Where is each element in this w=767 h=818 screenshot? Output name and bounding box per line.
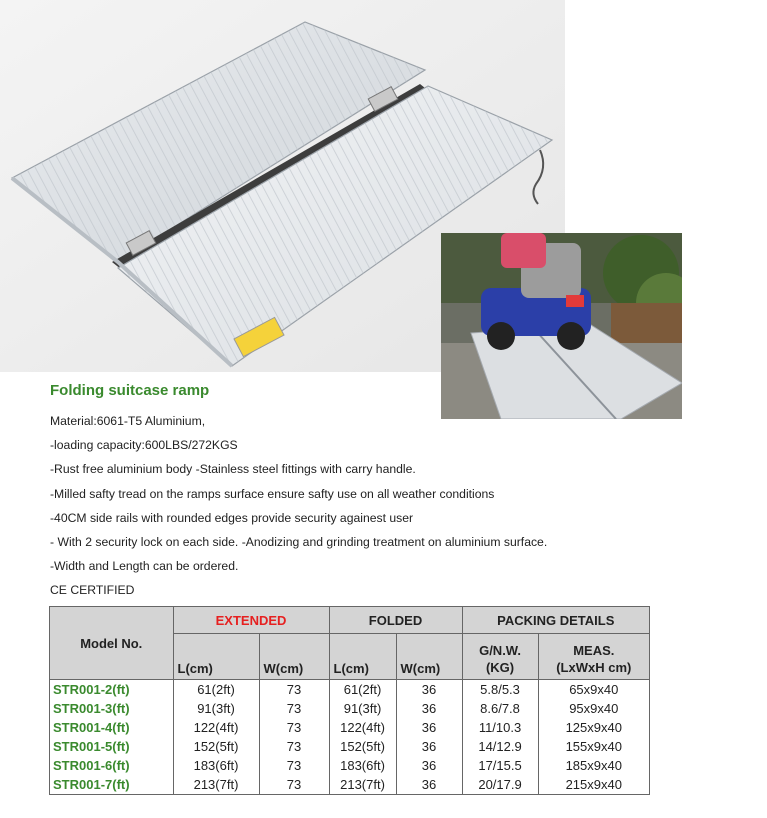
measurement-cell: 215x9x40 <box>565 777 622 792</box>
spec-line-material: Material:6061-T5 Aluminium, <box>50 414 206 428</box>
folded-length-cell: 91(3ft) <box>329 699 396 718</box>
table-row <box>50 775 649 794</box>
spec-line-body: -Rust free aluminium body -Stainless steel fittings with carry handle. <box>50 462 416 477</box>
folded-width-cell: 36 <box>396 737 462 756</box>
header-meas-unit: (LxWxH cm) <box>556 660 632 675</box>
folded-length-cell: 152(5ft) <box>329 737 396 756</box>
header-extended: EXTENDED <box>173 607 329 634</box>
weight-cell: 11/10.3 <box>462 718 538 737</box>
folded-length-cell: 61(2ft) <box>329 680 396 700</box>
model-cell: STR001-4(ft) <box>50 718 173 737</box>
header-folded-length: L(cm) <box>329 634 396 680</box>
folded-width-cell: 36 <box>396 680 462 700</box>
model-cell: STR001-7(ft) <box>50 775 173 794</box>
spec-line-capacity: -loading capacity:600LBS/272KGS <box>50 438 238 453</box>
header-meas-label: MEAS. <box>573 643 615 658</box>
extended-length-cell: 91(3ft) <box>173 699 259 718</box>
table-row <box>50 737 649 756</box>
model-cell: STR001-2(ft) <box>50 680 173 700</box>
weight-cell: 8.6/7.8 <box>462 699 538 718</box>
scooter-on-ramp-photo <box>441 233 682 419</box>
product-title: Folding suitcase ramp <box>50 382 210 399</box>
header-gnw-label: G/N.W. <box>479 643 521 658</box>
weight-cell: 20/17.9 <box>462 775 538 794</box>
folded-width-cell: 36 <box>396 718 462 737</box>
extended-width-cell: 73 <box>259 775 329 794</box>
header-extended-width: W(cm) <box>259 634 329 680</box>
measurement-cell: 125x9x40 <box>565 720 622 735</box>
header-model-no: Model No. <box>50 607 173 680</box>
folded-width-cell: 36 <box>396 756 462 775</box>
spec-list <box>50 409 547 603</box>
extended-length-cell: 122(4ft) <box>173 718 259 737</box>
folded-width-cell: 36 <box>396 699 462 718</box>
header-gross-net-weight <box>462 634 538 680</box>
extended-length-cell: 152(5ft) <box>173 737 259 756</box>
header-gnw-unit: (KG) <box>485 660 515 675</box>
spec-table <box>50 607 649 794</box>
spec-line-tread: -Milled safty tread on the ramps surface ensure safty use on all weather conditions <box>50 486 495 501</box>
spec-table-body <box>50 680 649 795</box>
table-row <box>50 718 649 737</box>
weight-cell: 5.8/5.3 <box>462 680 538 700</box>
header-folded-width: W(cm) <box>396 634 462 680</box>
model-cell: STR001-6(ft) <box>50 756 173 775</box>
extended-length-cell: 213(7ft) <box>173 775 259 794</box>
extended-width-cell: 73 <box>259 737 329 756</box>
folded-length-cell: 122(4ft) <box>329 718 396 737</box>
header-measurement <box>538 634 649 680</box>
header-packing-details: PACKING DETAILS <box>462 607 649 634</box>
extended-width-cell: 73 <box>259 756 329 775</box>
table-row <box>50 699 649 718</box>
extended-width-cell: 73 <box>259 680 329 700</box>
folded-length-cell: 213(7ft) <box>329 775 396 794</box>
folded-length-cell: 183(6ft) <box>329 756 396 775</box>
spec-line-certification: CE CERTIFIED <box>50 583 135 598</box>
spec-line-rails: -40CM side rails with rounded edges provide security againest user <box>50 510 414 525</box>
weight-cell: 17/15.5 <box>462 756 538 775</box>
header-extended-length: L(cm) <box>173 634 259 680</box>
table-row <box>50 756 649 775</box>
extended-length-cell: 61(2ft) <box>173 680 259 700</box>
measurement-cell: 95x9x40 <box>569 701 619 716</box>
weight-cell: 14/12.9 <box>462 737 538 756</box>
model-cell: STR001-3(ft) <box>50 699 173 718</box>
extended-length-cell: 183(6ft) <box>173 756 259 775</box>
extended-width-cell: 73 <box>259 718 329 737</box>
spec-line-locks: - With 2 security lock on each side. -Anodizing and grinding treatment on aluminium surface. <box>50 535 548 550</box>
model-cell: STR001-5(ft) <box>50 737 173 756</box>
extended-width-cell: 73 <box>259 699 329 718</box>
table-row <box>50 680 649 700</box>
measurement-cell: 155x9x40 <box>565 739 622 754</box>
measurement-cell: 65x9x40 <box>569 682 619 697</box>
measurement-cell: 185x9x40 <box>565 758 622 773</box>
header-folded: FOLDED <box>329 607 462 634</box>
spec-line-custom-size: -Width and Length can be ordered. <box>50 559 239 574</box>
folded-width-cell: 36 <box>396 775 462 794</box>
